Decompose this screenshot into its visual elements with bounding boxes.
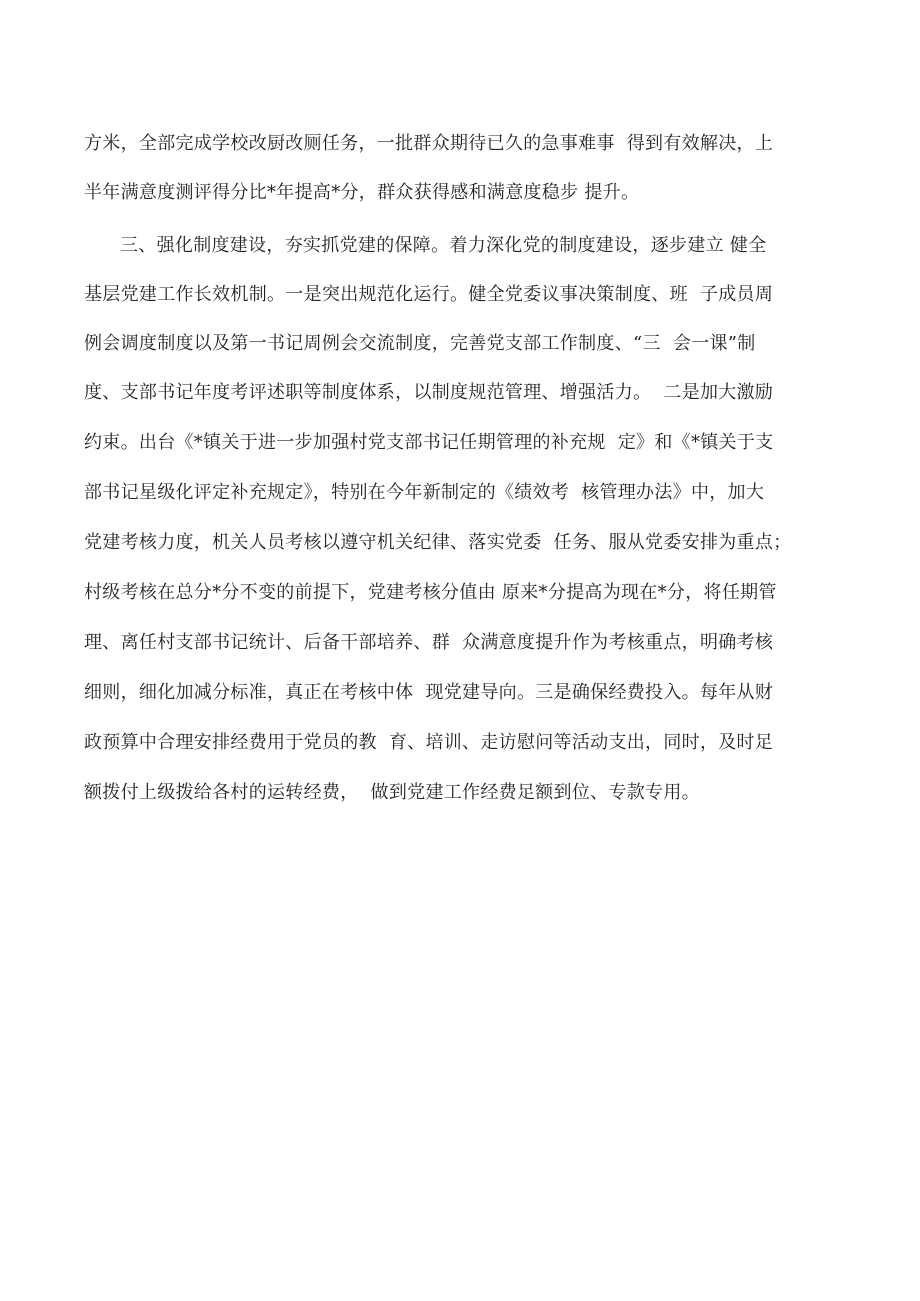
paragraph-2-line-4: 度、支部书记年度考评述职等制度体系，以制度规范管理、增强活力。 二是加大激励	[84, 382, 774, 403]
paragraph-2-line-11: 政预算中合理安排经费用于党员的教 育、培训、走访慰问等活动支出，同时，及时足	[84, 732, 774, 753]
paragraph-2-line-3: 例会调度制度以及第一书记周例会交流制度，完善党支部工作制度、“三 会一课”制	[84, 333, 756, 354]
paragraph-2-line-2: 基层党建工作长效机制。一是突出规范化运行。健全党委议事决策制度、班 子成员周	[84, 284, 774, 305]
paragraph-2-line-1: 三、强化制度建设，夯实抓党建的保障。着力深化党的制度建设，逐步建立 健全	[120, 235, 767, 256]
paragraph-1-line-2: 半年满意度测评得分比*年提高*分，群众获得感和满意度稳步 提升。	[84, 182, 640, 203]
paragraph-2-line-12: 额拨付上级拨给各村的运转经费， 做到党建工作经费足额到位、专款专用。	[84, 782, 700, 803]
paragraph-2-line-9: 理、离任村支部书记统计、后备干部培养、群 众满意度提升作为考核重点，明确考核	[84, 632, 774, 653]
paragraph-1-line-1: 方米，全部完成学校改厨改厕任务，一批群众期待已久的急事难事 得到有效解决，上	[84, 133, 774, 154]
paragraph-2-line-5: 约束。出台《*镇关于进一步加强村党支部书记任期管理的补充规 定》和《*镇关于支	[84, 432, 774, 453]
paragraph-2-line-7: 党建考核力度，机关人员考核以遵守机关纪律、落实党委 任务、服从党委安排为重点；	[84, 532, 792, 553]
paragraph-2-line-8: 村级考核在总分*分不变的前提下，党建考核分值由 原来*分提高为现在*分，将任期管	[84, 582, 777, 603]
paragraph-2-line-6: 部书记星级化评定补充规定》，特别在今年新制定的《绩效考 核管理办法》中，加大	[84, 482, 765, 503]
paragraph-2-line-10: 细则，细化加减分标准，真正在考核中体 现党建导向。三是确保经费投入。每年从财	[84, 682, 774, 703]
